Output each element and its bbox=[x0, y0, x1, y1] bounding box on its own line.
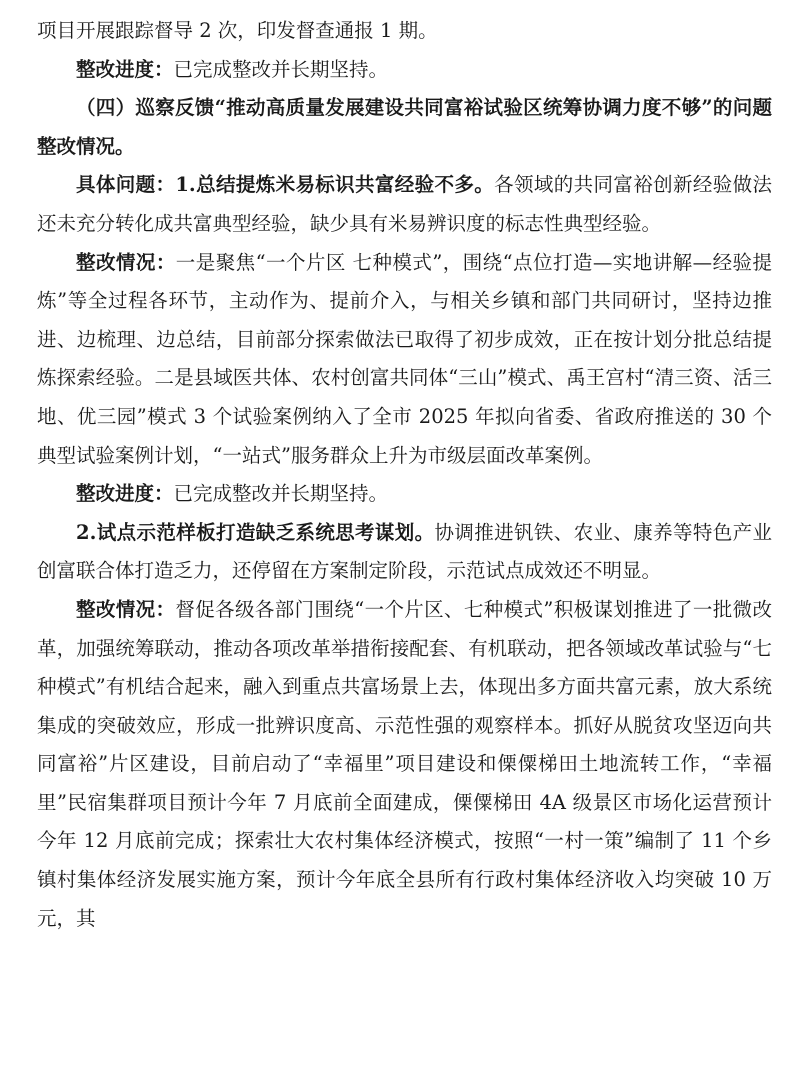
rectification-label: 整改情况： bbox=[76, 250, 176, 274]
progress-label: 整改进度： bbox=[76, 57, 174, 81]
paragraph-progress-1 bbox=[37, 51, 772, 90]
problem-title: 2.试点示范样板打造缺乏系统思考谋划。 bbox=[76, 520, 435, 544]
rectification-label: 整改情况： bbox=[76, 597, 176, 621]
section-heading: （四）巡察反馈“推动高质量发展建设共同富裕试验区统筹协调力度不够”的问题整改情况。 bbox=[37, 96, 772, 158]
problem-label: 具体问题： bbox=[76, 173, 176, 197]
rectification-text: 督促各级各部门围绕“一个片区、七种模式”积极谋划推进了一批微改革，加强统筹联动，推动各项改革举措衔接配套、有机联动，把各领域改革试验与“七种模式”有机结合起来，融入到重点共富场景上去，体现出多方面共富元素，放大系统集成的突破效应，形成一批辨识度高、示范性强的观察样本。抓好从脱贫攻坚迈向共同富裕”片区建设，目前启动了“幸福里”项目建设和傈僳梯田土地流转工作，“幸福里”民宿集群项目预计今年 7 月底前全面建成，傈僳梯田 4A 级景区市场化运营预计今年 12 月底前完成；探索壮大农村集体经济模式，按照“一村一策”编制了 11 个乡镇村集体经济发展实施方案，预计今年底全县所有行政村集体经济收入均突破 10 万元，其 bbox=[37, 597, 772, 930]
paragraph-progress-2 bbox=[37, 475, 772, 514]
problem-title: 1.总结提炼米易标识共富经验不多。 bbox=[175, 173, 495, 197]
problem-text: 协调推进钒铁、农业、康养等特色产业创富联合体打造乏力，还停留在方案制定阶段，示范试点成效还不明显。 bbox=[37, 520, 772, 583]
progress-text: 已完成整改并长期坚持。 bbox=[173, 57, 389, 81]
paragraph-problem-2 bbox=[37, 514, 772, 591]
problem-text: 各领域的共同富裕创新经验做法还未充分转化成共富典型经验，缺少具有米易辨识度的标志性典型经验。 bbox=[37, 173, 772, 235]
paragraph-rectification-1 bbox=[37, 244, 772, 476]
paragraph-continuation: 项目开展跟踪督导 2 次，印发督查通报 1 期。 bbox=[37, 19, 438, 42]
progress-label: 整改进度： bbox=[76, 482, 174, 506]
progress-text: 已完成整改并长期坚持。 bbox=[173, 482, 389, 506]
rectification-text: 一是聚焦“一个片区 七种模式”，围绕“点位打造—实地讲解—经验提炼”等全过程各环节，主动作为、提前介入，与相关乡镇和部门共同研讨，坚持边推进、边梳理、边总结，目前部分探索做法已取得了初步成效，正在按计划分批总结提炼探索经验。二是县域医共体、农村创富共同体“三山”模式、禹王宫村“清三资、活三地、优三园”模式 3 个试验案例纳入了全市 2025 年拟向省委、省政府推送的 30 个典型试验案例计划，“一站式”服务群众上升为市级层面改革案例。 bbox=[37, 250, 772, 467]
paragraph-rectification-2 bbox=[37, 591, 772, 938]
paragraph-problem-1 bbox=[37, 166, 772, 243]
